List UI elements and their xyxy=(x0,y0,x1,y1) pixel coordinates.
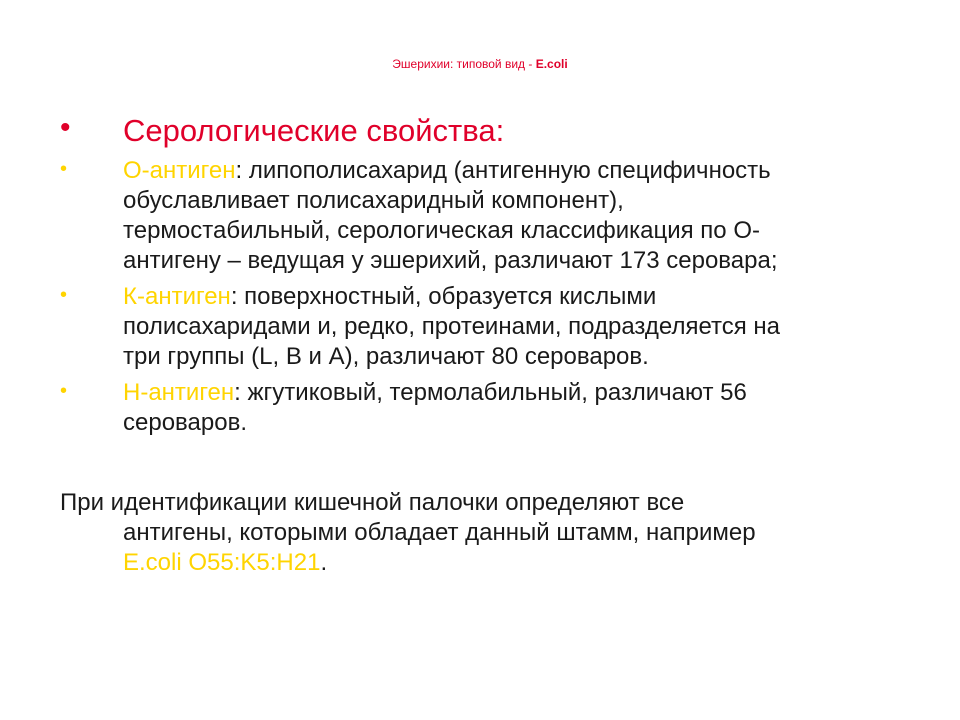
title-emphasis: E.coli xyxy=(535,57,568,71)
bullet-icon: • xyxy=(60,284,68,306)
item-line: три группы (L, B и A), различают 80 сероваров. xyxy=(123,343,649,370)
footer-end: . xyxy=(320,549,328,576)
item-line: сероваров. xyxy=(123,409,247,436)
item-line: полисахаридами и, редко, протеинами, подразделяется на xyxy=(123,313,780,340)
antigen-term: Н-антиген xyxy=(123,379,235,406)
footer-paragraph xyxy=(60,488,930,578)
footer-line: антигены, которыми обладает данный штамм, например xyxy=(123,519,756,546)
item-line: обуславливает полисахаридный компонент), xyxy=(123,187,624,214)
slide-title xyxy=(0,57,960,71)
item-line: : липополисахарид (антигенную специфичность xyxy=(235,157,771,184)
footer-line: При идентификации кишечной палочки определяют все xyxy=(60,489,685,516)
antigen-term: К-антиген xyxy=(123,283,231,310)
title-prefix: Эшерихии: типовой вид - xyxy=(392,57,536,71)
section-heading: Серологические свойства: xyxy=(123,113,505,148)
antigen-list xyxy=(60,156,940,444)
item-line: : поверхностный, образуется кислыми xyxy=(230,283,657,310)
bullet-icon: • xyxy=(60,111,71,144)
bullet-icon: • xyxy=(60,380,68,402)
footer-rest xyxy=(60,518,930,578)
item-line: термостабильный, серологическая классификация по О- xyxy=(123,217,760,244)
strain-example: E.coli O55:K5:H21 xyxy=(123,549,321,576)
bullet-icon: • xyxy=(60,158,68,180)
item-line: антигену – ведущая у эшерихий, различают 173 серовара; xyxy=(123,247,778,274)
list-item-k-antigen xyxy=(60,282,940,372)
list-item-h-antigen xyxy=(60,378,940,438)
list-item-o-antigen xyxy=(60,156,940,276)
antigen-term: О-антиген xyxy=(123,157,236,184)
item-line: : жгутиковый, термолабильный, различают 56 xyxy=(234,379,747,406)
